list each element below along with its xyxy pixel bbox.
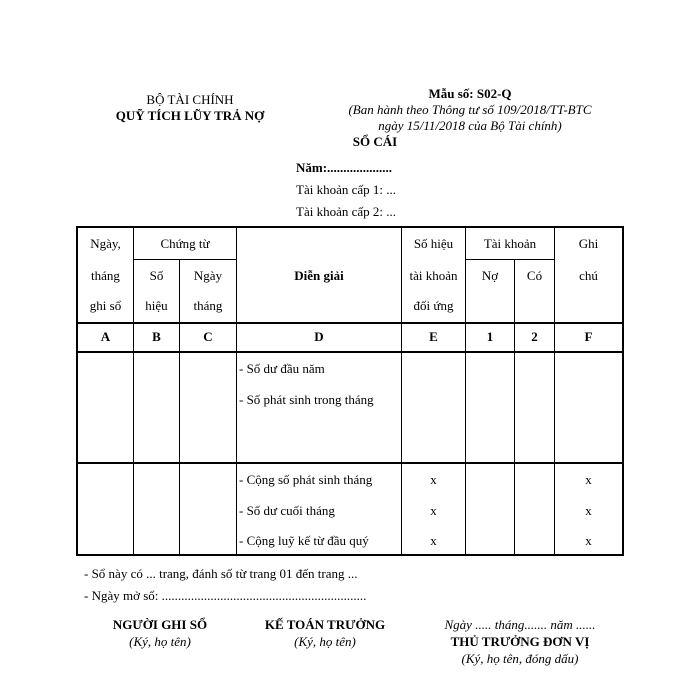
col-date-header-1: Ngày, — [90, 236, 121, 251]
document-title: SỔ CÁI — [352, 134, 398, 149]
issued-line-2: ngày 15/11/2018 của Bộ Tài chính) — [378, 118, 562, 133]
ministry-name: BỘ TÀI CHÍNH — [146, 92, 234, 107]
sig-bookkeeper-sub: (Ký, họ tên) — [129, 634, 191, 649]
row-total-arising-f: x — [585, 472, 592, 487]
sig-chief-accountant: KẾ TOÁN TRƯỞNG — [264, 617, 386, 632]
col-corr-header-2: tài khoản — [409, 268, 458, 283]
row-quarter-cumulative-f: x — [585, 533, 592, 548]
note-open-date: - Ngày mở sổ: ............................................................... — [84, 588, 367, 603]
sig-date-line: Ngày ..... tháng....... năm ...... — [444, 617, 596, 632]
row-closing-balance-f: x — [585, 503, 592, 518]
code-2: 2 — [531, 329, 538, 344]
row-closing-balance: - Số dư cuối tháng — [239, 503, 335, 518]
col-corr-header-1: Số hiệu — [413, 236, 454, 251]
row-opening-balance: - Số dư đầu năm — [239, 361, 325, 376]
col-description-header: Diễn giải — [294, 268, 344, 283]
account-level-2: Tài khoản cấp 2: ... — [296, 204, 396, 219]
code-1: 1 — [486, 329, 494, 344]
code-f: F — [584, 329, 593, 344]
sig-chief-accountant-sub: (Ký, họ tên) — [294, 634, 356, 649]
col-voucher-no-2: hiệu — [145, 298, 168, 313]
sig-head-sub: (Ký, họ tên, đóng dấu) — [461, 651, 579, 666]
year-field: Năm:.................... — [296, 160, 393, 175]
sig-bookkeeper: NGƯỜI GHI SỔ — [112, 617, 208, 632]
row-total-arising: - Cộng số phát sinh tháng — [239, 472, 373, 487]
code-e: E — [429, 329, 438, 344]
row-closing-balance-e: x — [430, 503, 437, 518]
form-number: Mẫu số: S02-Q — [428, 86, 512, 101]
issued-line-1: (Ban hành theo Thông tư số 109/2018/TT-BTC — [348, 102, 592, 117]
account-level-1: Tài khoản cấp 1: ... — [296, 182, 396, 197]
col-voucher-header: Chứng từ — [160, 236, 210, 251]
ledger-table — [76, 226, 624, 556]
row-total-arising-e: x — [430, 472, 437, 487]
col-date-header-3: ghi sổ — [89, 298, 122, 313]
row-month-arising: - Số phát sinh trong tháng — [239, 392, 374, 407]
col-account-header: Tài khoản — [483, 236, 537, 251]
row-quarter-cumulative: - Cộng luỹ kế từ đầu quý — [239, 533, 369, 548]
col-voucher-no-1: Số — [149, 268, 164, 283]
note-pages: - Sổ này có ... trang, đánh số từ trang 01 đến trang ... — [84, 566, 358, 581]
col-corr-header-3: đối ứng — [413, 298, 454, 313]
row-quarter-cumulative-e: x — [430, 533, 437, 548]
col-date-header-2: tháng — [91, 268, 120, 283]
col-debit-header: Nợ — [481, 268, 499, 283]
col-credit-header: Có — [526, 268, 543, 283]
col-voucher-date-1: Ngày — [193, 268, 223, 283]
unit-name: QUỸ TÍCH LŨY TRẢ NỢ — [115, 108, 265, 123]
col-note-header-1: Ghi — [578, 236, 599, 251]
sig-head: THỦ TRƯỞNG ĐƠN VỊ — [450, 634, 590, 649]
code-b: B — [152, 329, 161, 344]
col-note-header-2: chú — [579, 268, 598, 283]
code-a: A — [100, 329, 111, 344]
code-c: C — [203, 329, 213, 344]
col-voucher-date-2: tháng — [193, 298, 223, 313]
code-d: D — [314, 329, 324, 344]
